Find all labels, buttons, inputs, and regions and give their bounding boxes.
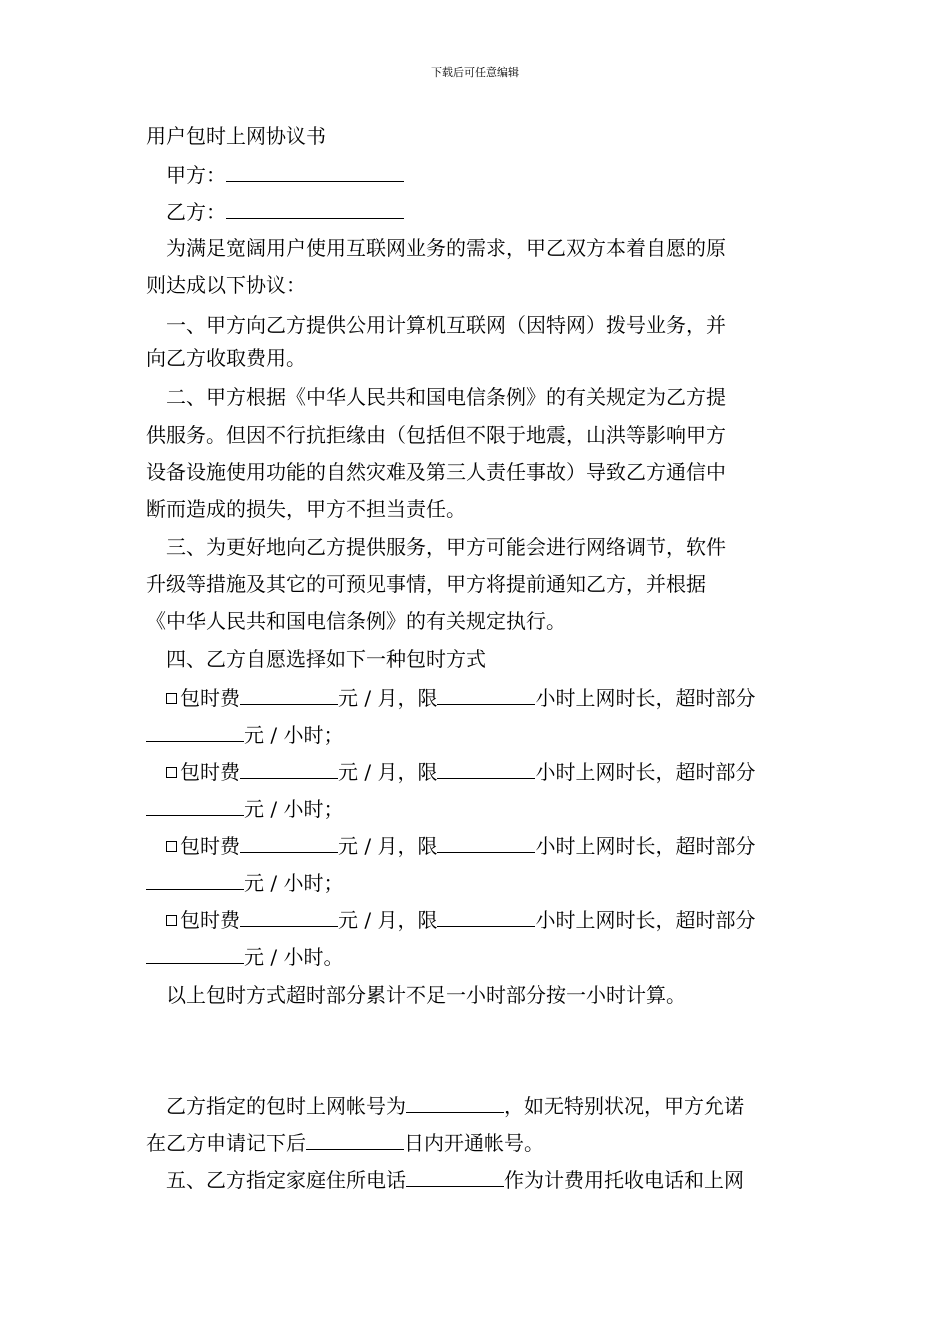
account-text-d: 日内开通帐号。 [404,1131,544,1155]
option-4-line-2 [146,943,826,969]
fee-label: 包时费 [180,908,240,932]
checkbox[interactable] [166,693,177,704]
fee-blank [240,684,338,705]
per-hour-text: 元 / 小时； [244,723,344,747]
phone-blank [406,1166,504,1187]
overtime-rate-blank [146,869,244,890]
fee-blank [240,906,338,927]
fee-label: 包时费 [180,834,240,858]
option-2-line-1 [166,758,846,784]
overtime-rate-blank [146,795,244,816]
account-line-2 [146,1129,826,1155]
clause2-line-3: 设备设施使用功能的自然灾难及第三人责任事故）导致乙方通信中 [146,460,726,484]
overtime-rate-blank [146,721,244,742]
hours-blank [437,758,535,779]
option-1-line-1 [166,684,846,710]
per-hour-text: 元 / 小时； [244,871,344,895]
option-4-line-1 [166,906,846,932]
days-blank [306,1129,404,1150]
party-b-line [166,198,846,224]
account-blank [406,1092,504,1113]
hours-limit-text: 小时上网时长，超时部分 [535,908,756,932]
party-b-blank [226,198,404,219]
clause2-line-4: 断而造成的损失，甲方不担当责任。 [146,497,466,521]
option-3-line-1 [166,832,846,858]
clause3-line-1: 三、为更好地向乙方提供服务，甲方可能会进行网络调节，软件 [166,535,726,559]
per-month-text: 元 / 月，限 [338,760,438,784]
party-a-label: 甲方： [166,163,226,187]
party-b-label: 乙方： [166,200,226,224]
option-3-line-2 [146,869,826,895]
overtime-rate-blank [146,943,244,964]
clause2-line-1: 二、甲方根据《中华人民共和国电信条例》的有关规定为乙方提 [166,385,726,409]
clause3-line-3: 《中华人民共和国电信条例》的有关规定执行。 [146,609,566,633]
hours-blank [437,906,535,927]
checkbox[interactable] [166,841,177,852]
hours-limit-text: 小时上网时长，超时部分 [535,834,756,858]
option-1-line-2 [146,721,826,747]
clause4-heading: 四、乙方自愿选择如下一种包时方式 [166,647,486,671]
per-month-text: 元 / 月，限 [338,908,438,932]
account-line-1 [166,1092,846,1118]
clause1-line-2: 向乙方收取费用。 [146,346,306,370]
hours-blank [437,684,535,705]
fee-blank [240,758,338,779]
checkbox[interactable] [166,767,177,778]
intro-line-2: 则达成以下协议： [146,273,306,297]
party-a-line [166,161,846,187]
clause5-text-a: 五、乙方指定家庭住所电话 [166,1168,406,1192]
hours-limit-text: 小时上网时长，超时部分 [535,760,756,784]
overtime-note: 以上包时方式超时部分累计不足一小时部分按一小时计算。 [166,983,686,1007]
document-title: 用户包时上网协议书 [146,124,326,148]
hours-blank [437,832,535,853]
account-text-b: ，如无特别状况，甲方允诺 [504,1094,744,1118]
per-month-text: 元 / 月，限 [338,834,438,858]
clause5-text-b: 作为计费用托收电话和上网 [504,1168,744,1192]
party-a-blank [226,161,404,182]
clause2-line-2: 供服务。但因不行抗拒缘由（包括但不限于地震，山洪等影响甲方 [146,423,726,447]
account-text-a: 乙方指定的包时上网帐号为 [166,1094,406,1118]
account-text-c: 在乙方申请记下后 [146,1131,306,1155]
per-month-text: 元 / 月，限 [338,686,438,710]
intro-line-1: 为满足宽阔用户使用互联网业务的需求，甲乙双方本着自愿的原 [166,236,726,260]
fee-blank [240,832,338,853]
per-hour-text: 元 / 小时； [244,797,344,821]
hours-limit-text: 小时上网时长，超时部分 [535,686,756,710]
per-hour-text: 元 / 小时。 [244,945,344,969]
clause5-line-1 [166,1166,846,1192]
clause1-line-1: 一、甲方向乙方提供公用计算机互联网（因特网）拨号业务，并 [166,313,726,337]
page-header: 下载后可任意编辑 [431,66,519,79]
checkbox[interactable] [166,915,177,926]
fee-label: 包时费 [180,686,240,710]
clause3-line-2: 升级等措施及其它的可预见事情，甲方将提前通知乙方，并根据 [146,572,706,596]
option-2-line-2 [146,795,826,821]
fee-label: 包时费 [180,760,240,784]
